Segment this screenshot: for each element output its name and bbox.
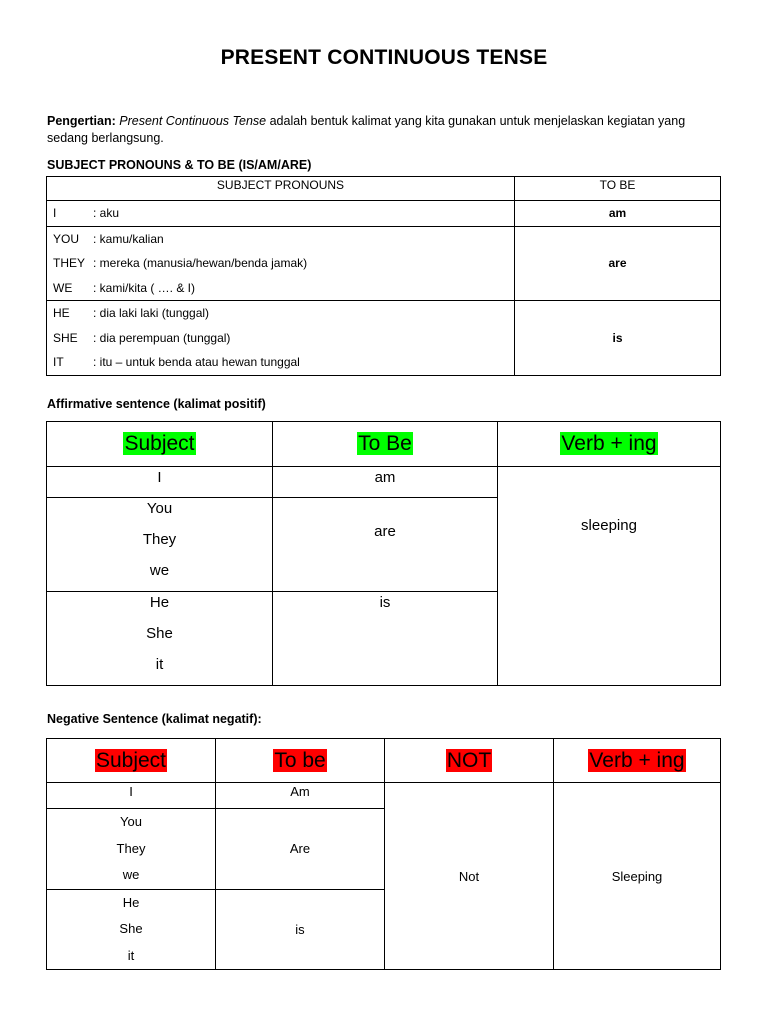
pronoun-meaning: : dia laki laki (tunggal) (93, 306, 210, 321)
subject-word: it (155, 656, 164, 673)
to-be-cell: am (515, 201, 721, 227)
column-header-to-be (273, 422, 498, 467)
definition-text: adalah bentuk kalimat yang kita gunakan untuk menjelaskan kegiatan yang sedang berlangsung. (47, 114, 686, 145)
pronoun-line (47, 301, 514, 326)
table-row (47, 226, 721, 301)
table-header-row (47, 739, 721, 783)
negative-heading: Negative Sentence (kalimat negatif): (47, 712, 262, 726)
header-highlight: Subject (124, 432, 195, 455)
column-header-verb-ing (554, 739, 721, 783)
header-highlight: NOT (446, 748, 492, 772)
pronouns-heading: SUBJECT PRONOUNS & TO BE (IS/AM/ARE) (47, 158, 312, 172)
pronoun-meaning: : mereka (manusia/hewan/benda jamak) (93, 256, 308, 271)
table-row (47, 783, 721, 809)
subject-word: we (149, 562, 170, 579)
subject-cell (47, 809, 216, 890)
to-be-cell: is (515, 301, 721, 376)
subject-word: He (149, 594, 170, 611)
column-header-subject (47, 739, 216, 783)
subject-word: I (157, 469, 162, 486)
pronoun-code: HE (53, 306, 70, 321)
pronoun-code: THEY (53, 256, 86, 271)
subject-cell: I (47, 783, 216, 809)
table-row (47, 301, 721, 376)
column-header-to-be (216, 739, 385, 783)
affirmative-heading: Affirmative sentence (kalimat positif) (47, 397, 266, 411)
pronoun-meaning: : dia perempuan (tunggal) (93, 330, 231, 345)
subject-cell (47, 889, 216, 970)
pronoun-meaning: : kamu/kalian (93, 231, 164, 246)
definition-paragraph (47, 113, 723, 147)
not-cell: Not (385, 783, 554, 970)
table-header-row (47, 422, 721, 467)
pronoun-code: IT (53, 355, 64, 370)
pronoun-line (47, 227, 514, 252)
pronoun-code: SHE (53, 330, 78, 345)
subject-word: She (119, 921, 143, 936)
affirmative-table (46, 421, 721, 686)
table-row (47, 467, 721, 498)
pronoun-group-cell (47, 201, 515, 227)
pronoun-line (47, 251, 514, 276)
table-header-row (47, 177, 721, 201)
pronoun-code: YOU (53, 231, 80, 246)
column-header-verb-ing (498, 422, 721, 467)
header-highlight: Subject (95, 748, 167, 772)
pronoun-line (47, 326, 514, 351)
subject-cell (47, 467, 273, 498)
to-be-cell: is (273, 592, 498, 686)
subject-word: He (122, 894, 140, 910)
to-be-cell: is (216, 889, 385, 970)
column-header-subject-pronouns: SUBJECT PRONOUNS (47, 177, 515, 201)
subject-word: She (146, 625, 173, 642)
definition-label: Pengertian: (47, 114, 116, 128)
pronoun-code: I (53, 206, 57, 221)
to-be-cell: Are (216, 809, 385, 890)
column-header-to-be: TO BE (515, 177, 721, 201)
pronoun-code: WE (53, 280, 73, 295)
subject-cell (47, 498, 273, 592)
column-header-subject (47, 422, 273, 467)
pronouns-table (46, 176, 721, 376)
subject-word: They (142, 531, 177, 548)
pronoun-group-cell (47, 226, 515, 301)
subject-cell (47, 592, 273, 686)
pronoun-line (47, 276, 514, 301)
pronoun-group-cell (47, 301, 515, 376)
verb-cell: Sleeping (554, 783, 721, 970)
pronoun-line (47, 201, 514, 226)
pronoun-meaning: : itu – untuk benda atau hewan tunggal (93, 355, 300, 370)
verb-cell: sleeping (498, 467, 721, 686)
header-highlight: To Be (358, 432, 412, 455)
header-highlight: Verb + ing (589, 748, 685, 772)
page-title: PRESENT CONTINUOUS TENSE (220, 46, 548, 69)
to-be-cell: am (273, 467, 498, 498)
negative-table (46, 738, 721, 970)
subject-word: You (120, 814, 142, 829)
to-be-cell: are (515, 226, 721, 301)
subject-word: They (116, 840, 146, 856)
pronoun-meaning: : kami/kita ( …. & I) (93, 280, 196, 295)
subject-word: You (146, 500, 173, 517)
to-be-cell: Am (216, 783, 385, 809)
definition-term: Present Continuous Tense (119, 114, 267, 128)
column-header-not (385, 739, 554, 783)
header-highlight: To be (274, 748, 326, 772)
subject-word: it (127, 947, 135, 963)
table-row (47, 201, 721, 227)
to-be-cell: are (273, 498, 498, 592)
header-highlight: Verb + ing (561, 432, 657, 455)
pronoun-line (47, 350, 514, 375)
subject-word: we (122, 867, 140, 882)
pronoun-meaning: : aku (93, 206, 120, 221)
